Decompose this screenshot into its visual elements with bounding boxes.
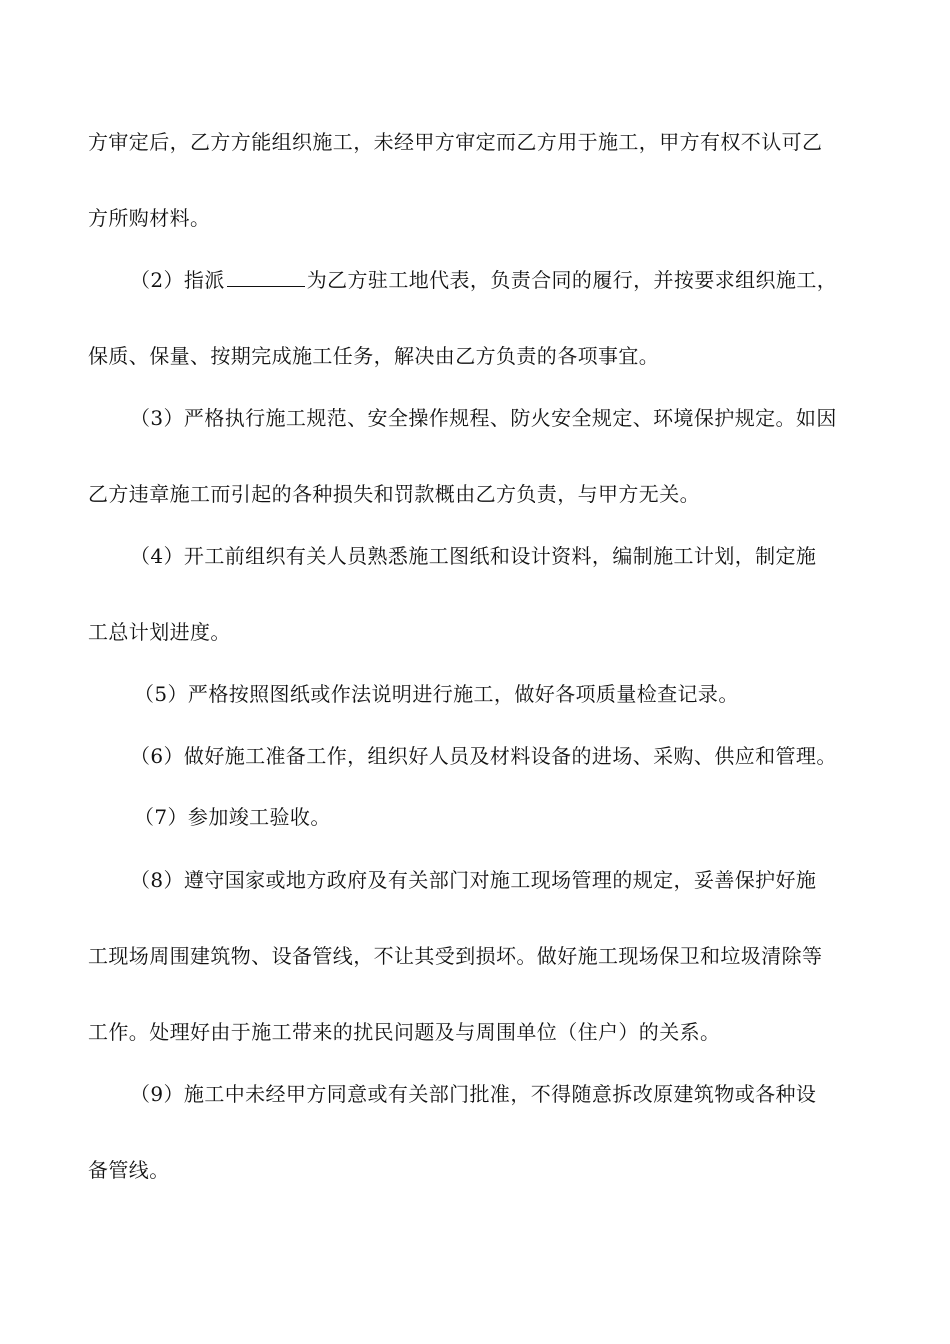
paragraph-2-prefix: （2）指派 [130, 268, 225, 292]
paragraph-4-line-2: 工总计划进度。 [88, 620, 231, 644]
paragraph-3-line-2: 乙方违章施工而引起的各种损失和罚款概由乙方负责，与甲方无关。 [88, 482, 700, 506]
paragraph-9-line-2: 备管线。 [88, 1158, 170, 1182]
paragraph-7-line-1: （7）参加竣工验收。 [134, 805, 331, 829]
paragraph-2-line-1 [130, 266, 863, 294]
paragraph-8-line-3: 工作。处理好由于施工带来的扰民问题及与周围单位（住户）的关系。 [88, 1020, 721, 1044]
paragraph-4-line-1: （4）开工前组织有关人员熟悉施工图纸和设计资料，编制施工计划，制定施 [130, 544, 817, 568]
paragraph-3-line-1: （3）严格执行施工规范、安全操作规程、防火安全规定、环境保护规定。如因 [130, 406, 837, 430]
paragraph-1-line-1: 方审定后，乙方方能组织施工，未经甲方审定而乙方用于施工，甲方有权不认可乙 [88, 130, 823, 154]
paragraph-6-line-1: （6）做好施工准备工作，组织好人员及材料设备的进场、采购、供应和管理。 [130, 744, 837, 768]
paragraph-2-line-2: 保质、保量、按期完成施工任务，解决由乙方负责的各项事宜。 [88, 344, 660, 368]
paragraph-2-suffix: 为乙方驻工地代表，负责合同的履行，并按要求组织施工， [306, 268, 838, 292]
paragraph-1-line-2: 方所购材料。 [88, 206, 211, 230]
paragraph-9-line-1: （9）施工中未经甲方同意或有关部门批准，不得随意拆改原建筑物或各种设 [130, 1082, 817, 1106]
paragraph-8-line-2: 工现场周围建筑物、设备管线，不让其受到损坏。做好施工现场保卫和垃圾清除等 [88, 944, 823, 968]
blank-underline [227, 268, 305, 287]
paragraph-8-line-1: （8）遵守国家或地方政府及有关部门对施工现场管理的规定，妥善保护好施 [130, 868, 817, 892]
paragraph-5-line-1: （5）严格按照图纸或作法说明进行施工，做好各项质量检查记录。 [134, 682, 739, 706]
